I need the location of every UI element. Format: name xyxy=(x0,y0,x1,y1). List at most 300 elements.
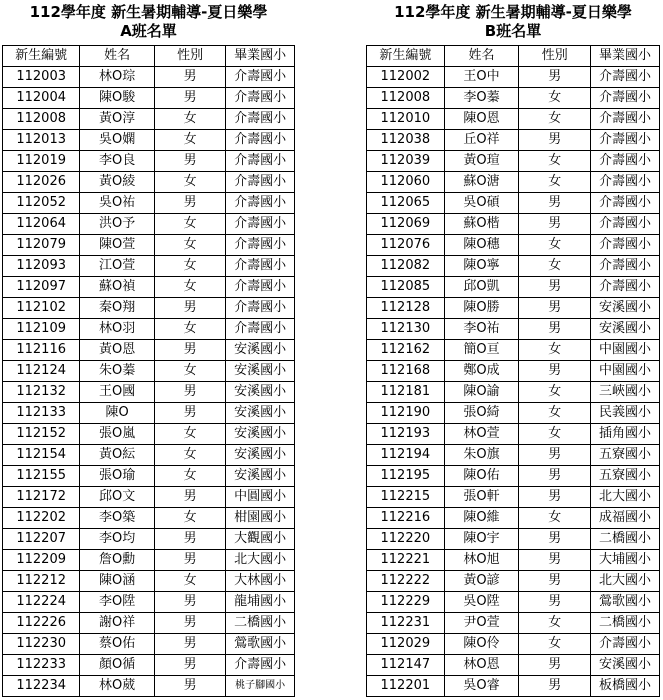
student-id-cell: 112082 xyxy=(367,256,445,277)
gender-cell: 女 xyxy=(154,109,226,130)
gender-cell: 男 xyxy=(154,592,226,613)
student-id-cell: 112026 xyxy=(3,172,80,193)
student-name-cell: 顏O循 xyxy=(80,655,154,676)
table-row xyxy=(367,277,660,298)
school-cell: 介壽國小 xyxy=(226,130,295,151)
student-name-cell: 張O綺 xyxy=(444,403,519,424)
student-name-cell: 陳O xyxy=(80,403,154,424)
gender-cell: 女 xyxy=(519,256,591,277)
student-name-cell: 尹O萱 xyxy=(444,613,519,634)
school-cell: 安溪國小 xyxy=(226,403,295,424)
student-id-cell: 112130 xyxy=(367,319,445,340)
student-name-cell: 吳O碩 xyxy=(444,193,519,214)
table-row xyxy=(367,487,660,508)
table-row xyxy=(3,592,295,613)
student-id-cell: 112065 xyxy=(367,193,445,214)
column-header-gender: 性別 xyxy=(154,46,226,67)
student-name-cell: 王O國 xyxy=(80,382,154,403)
table-row xyxy=(367,403,660,424)
gender-cell: 男 xyxy=(154,67,226,88)
student-name-cell: 邱O文 xyxy=(80,487,154,508)
school-cell: 成福國小 xyxy=(591,508,660,529)
student-name-cell: 李O蓁 xyxy=(444,88,519,109)
table-row xyxy=(3,571,295,592)
student-name-cell: 朱O蓁 xyxy=(80,361,154,382)
school-cell: 安溪國小 xyxy=(226,445,295,466)
gender-cell: 男 xyxy=(154,88,226,109)
gender-cell: 男 xyxy=(154,487,226,508)
student-id-cell: 112230 xyxy=(3,634,80,655)
school-cell: 介壽國小 xyxy=(591,67,660,88)
student-id-cell: 112168 xyxy=(367,361,445,382)
school-cell: 桃子腳國小 xyxy=(226,676,295,697)
student-name-cell: 李O陞 xyxy=(80,592,154,613)
table-row xyxy=(3,109,295,130)
school-cell: 介壽國小 xyxy=(226,319,295,340)
student-name-cell: 陳O恩 xyxy=(444,109,519,130)
student-name-cell: 李O祐 xyxy=(444,319,519,340)
school-cell: 大林國小 xyxy=(226,571,295,592)
table-row xyxy=(367,319,660,340)
gender-cell: 女 xyxy=(154,256,226,277)
table-row xyxy=(367,130,660,151)
student-id-cell: 112038 xyxy=(367,130,445,151)
gender-cell: 男 xyxy=(519,214,591,235)
student-id-cell: 112216 xyxy=(367,508,445,529)
table-row xyxy=(367,508,660,529)
student-name-cell: 黃O淳 xyxy=(80,109,154,130)
table-header-row xyxy=(367,46,660,67)
student-name-cell: 陳O寧 xyxy=(444,256,519,277)
school-cell: 介壽國小 xyxy=(591,277,660,298)
student-name-cell: 吳O睿 xyxy=(444,676,519,697)
school-cell: 介壽國小 xyxy=(226,172,295,193)
student-name-cell: 林O旭 xyxy=(444,550,519,571)
student-name-cell: 陳O萱 xyxy=(80,235,154,256)
student-name-cell: 黃O綾 xyxy=(80,172,154,193)
student-id-cell: 112229 xyxy=(367,592,445,613)
class-b-header: 112學年度 新生暑期輔導-夏日樂學 xyxy=(394,3,632,21)
table-row xyxy=(367,571,660,592)
table-row xyxy=(3,361,295,382)
table-row xyxy=(367,151,660,172)
table-row xyxy=(367,382,660,403)
class-b-rows xyxy=(367,67,660,697)
class-a-table xyxy=(2,45,295,697)
student-name-cell: 詹O勳 xyxy=(80,550,154,571)
school-cell: 介壽國小 xyxy=(226,151,295,172)
student-id-cell: 112190 xyxy=(367,403,445,424)
school-cell: 介壽國小 xyxy=(591,130,660,151)
student-id-cell: 112097 xyxy=(3,277,80,298)
school-cell: 北大國小 xyxy=(226,550,295,571)
student-name-cell: 林O萱 xyxy=(444,424,519,445)
gender-cell: 男 xyxy=(154,529,226,550)
table-row xyxy=(3,67,295,88)
school-cell: 安溪國小 xyxy=(226,424,295,445)
school-cell: 柑園國小 xyxy=(226,508,295,529)
school-cell: 介壽國小 xyxy=(591,172,660,193)
student-id-cell: 112052 xyxy=(3,193,80,214)
school-cell: 鶯歌國小 xyxy=(591,592,660,613)
table-row xyxy=(3,151,295,172)
student-name-cell: 邱O凱 xyxy=(444,277,519,298)
school-cell: 北大國小 xyxy=(591,571,660,592)
school-cell: 介壽國小 xyxy=(591,634,660,655)
table-row xyxy=(367,424,660,445)
student-name-cell: 林O葳 xyxy=(80,676,154,697)
gender-cell: 女 xyxy=(519,613,591,634)
school-cell: 介壽國小 xyxy=(591,151,660,172)
table-row xyxy=(367,550,660,571)
gender-cell: 男 xyxy=(519,319,591,340)
gender-cell: 男 xyxy=(519,193,591,214)
table-row xyxy=(3,298,295,319)
class-b-title: B班名單 xyxy=(484,22,542,40)
gender-cell: 男 xyxy=(154,382,226,403)
table-row xyxy=(367,193,660,214)
student-name-cell: 朱O旗 xyxy=(444,445,519,466)
gender-cell: 女 xyxy=(519,235,591,256)
school-cell: 介壽國小 xyxy=(226,109,295,130)
table-row xyxy=(3,88,295,109)
student-id-cell: 112002 xyxy=(367,67,445,88)
gender-cell: 男 xyxy=(519,676,591,697)
school-cell: 介壽國小 xyxy=(226,67,295,88)
gender-cell: 女 xyxy=(519,151,591,172)
gender-cell: 女 xyxy=(519,424,591,445)
student-id-cell: 112060 xyxy=(367,172,445,193)
table-row xyxy=(3,277,295,298)
school-cell: 介壽國小 xyxy=(226,214,295,235)
student-id-cell: 112201 xyxy=(367,676,445,697)
gender-cell: 女 xyxy=(154,424,226,445)
student-id-cell: 112172 xyxy=(3,487,80,508)
gender-cell: 男 xyxy=(154,634,226,655)
student-id-cell: 112220 xyxy=(367,529,445,550)
school-cell: 安溪國小 xyxy=(226,382,295,403)
student-id-cell: 112147 xyxy=(367,655,445,676)
student-id-cell: 112209 xyxy=(3,550,80,571)
school-cell: 龍埔國小 xyxy=(226,592,295,613)
table-row xyxy=(367,361,660,382)
student-id-cell: 112215 xyxy=(367,487,445,508)
student-name-cell: 吳O陞 xyxy=(444,592,519,613)
school-cell: 安溪國小 xyxy=(226,361,295,382)
gender-cell: 女 xyxy=(154,361,226,382)
student-name-cell: 黃O恩 xyxy=(80,340,154,361)
school-cell: 大觀國小 xyxy=(226,529,295,550)
class-b-panel xyxy=(366,3,660,697)
gender-cell: 男 xyxy=(519,592,591,613)
gender-cell: 男 xyxy=(519,466,591,487)
table-row xyxy=(367,340,660,361)
student-id-cell: 112102 xyxy=(3,298,80,319)
school-cell: 安溪國小 xyxy=(226,466,295,487)
table-row xyxy=(367,172,660,193)
column-header-name: 姓名 xyxy=(80,46,154,67)
school-cell: 二橋國小 xyxy=(591,529,660,550)
student-name-cell: 陳O勝 xyxy=(444,298,519,319)
table-row xyxy=(3,235,295,256)
table-row xyxy=(367,676,660,697)
column-header-school: 畢業國小 xyxy=(591,46,660,67)
student-name-cell: 秦O翔 xyxy=(80,298,154,319)
student-id-cell: 112233 xyxy=(3,655,80,676)
student-id-cell: 112064 xyxy=(3,214,80,235)
student-name-cell: 黃O瑄 xyxy=(444,151,519,172)
student-id-cell: 112195 xyxy=(367,466,445,487)
student-id-cell: 112076 xyxy=(367,235,445,256)
student-id-cell: 112008 xyxy=(367,88,445,109)
student-id-cell: 112109 xyxy=(3,319,80,340)
gender-cell: 男 xyxy=(154,655,226,676)
student-name-cell: 陳O穗 xyxy=(444,235,519,256)
gender-cell: 女 xyxy=(154,466,226,487)
gender-cell: 男 xyxy=(519,130,591,151)
student-name-cell: 丘O祥 xyxy=(444,130,519,151)
school-cell: 安溪國小 xyxy=(226,340,295,361)
table-row xyxy=(3,319,295,340)
class-a-panel xyxy=(2,3,295,697)
student-name-cell: 林O琮 xyxy=(80,67,154,88)
gender-cell: 女 xyxy=(154,319,226,340)
school-cell: 介壽國小 xyxy=(226,298,295,319)
class-a-title: A班名單 xyxy=(120,22,177,40)
school-cell: 五寮國小 xyxy=(591,445,660,466)
student-id-cell: 112224 xyxy=(3,592,80,613)
table-row xyxy=(3,214,295,235)
table-row xyxy=(367,592,660,613)
table-row xyxy=(367,655,660,676)
student-name-cell: 張O瑜 xyxy=(80,466,154,487)
school-cell: 介壽國小 xyxy=(226,235,295,256)
student-id-cell: 112212 xyxy=(3,571,80,592)
table-row xyxy=(367,298,660,319)
gender-cell: 女 xyxy=(519,340,591,361)
class-a-rows xyxy=(3,67,295,697)
student-name-cell: 蘇O禎 xyxy=(80,277,154,298)
student-id-cell: 112221 xyxy=(367,550,445,571)
student-name-cell: 陳O涵 xyxy=(80,571,154,592)
student-id-cell: 112019 xyxy=(3,151,80,172)
student-name-cell: 林O羽 xyxy=(80,319,154,340)
student-id-cell: 112128 xyxy=(367,298,445,319)
student-id-cell: 112116 xyxy=(3,340,80,361)
gender-cell: 女 xyxy=(519,382,591,403)
gender-cell: 男 xyxy=(154,676,226,697)
school-cell: 五寮國小 xyxy=(591,466,660,487)
table-row xyxy=(3,445,295,466)
gender-cell: 男 xyxy=(154,298,226,319)
school-cell: 大埔國小 xyxy=(591,550,660,571)
gender-cell: 男 xyxy=(154,403,226,424)
column-header-name: 姓名 xyxy=(444,46,519,67)
school-cell: 二橋國小 xyxy=(591,613,660,634)
gender-cell: 男 xyxy=(519,298,591,319)
student-id-cell: 112162 xyxy=(367,340,445,361)
student-id-cell: 112008 xyxy=(3,109,80,130)
school-cell: 介壽國小 xyxy=(591,214,660,235)
table-row xyxy=(3,256,295,277)
table-row xyxy=(367,613,660,634)
school-cell: 介壽國小 xyxy=(591,235,660,256)
student-id-cell: 112132 xyxy=(3,382,80,403)
student-name-cell: 謝O祥 xyxy=(80,613,154,634)
column-header-id: 新生編號 xyxy=(3,46,80,67)
student-id-cell: 112207 xyxy=(3,529,80,550)
table-row xyxy=(3,550,295,571)
school-cell: 安溪國小 xyxy=(591,319,660,340)
school-cell: 插角國小 xyxy=(591,424,660,445)
student-name-cell: 黃O諺 xyxy=(444,571,519,592)
gender-cell: 男 xyxy=(154,340,226,361)
student-id-cell: 112194 xyxy=(367,445,445,466)
gender-cell: 男 xyxy=(519,655,591,676)
table-row xyxy=(3,634,295,655)
school-cell: 三峽國小 xyxy=(591,382,660,403)
table-row xyxy=(3,424,295,445)
gender-cell: 女 xyxy=(154,508,226,529)
gender-cell: 女 xyxy=(154,445,226,466)
gender-cell: 男 xyxy=(154,193,226,214)
school-cell: 板橋國小 xyxy=(591,676,660,697)
gender-cell: 女 xyxy=(154,571,226,592)
student-id-cell: 112231 xyxy=(367,613,445,634)
student-name-cell: 蘇O溏 xyxy=(444,172,519,193)
table-row xyxy=(3,172,295,193)
student-name-cell: 吳O祐 xyxy=(80,193,154,214)
gender-cell: 女 xyxy=(154,235,226,256)
student-id-cell: 112039 xyxy=(367,151,445,172)
school-cell: 鶯歌國小 xyxy=(226,634,295,655)
student-id-cell: 112093 xyxy=(3,256,80,277)
student-id-cell: 112124 xyxy=(3,361,80,382)
table-row xyxy=(367,109,660,130)
gender-cell: 男 xyxy=(519,529,591,550)
table-row xyxy=(367,256,660,277)
student-name-cell: 簡O亘 xyxy=(444,340,519,361)
table-row xyxy=(3,193,295,214)
student-id-cell: 112154 xyxy=(3,445,80,466)
student-id-cell: 112222 xyxy=(367,571,445,592)
gender-cell: 女 xyxy=(519,634,591,655)
gender-cell: 女 xyxy=(154,214,226,235)
school-cell: 安溪國小 xyxy=(591,655,660,676)
student-name-cell: 陳O駿 xyxy=(80,88,154,109)
student-name-cell: 王O中 xyxy=(444,67,519,88)
gender-cell: 男 xyxy=(519,67,591,88)
student-id-cell: 112202 xyxy=(3,508,80,529)
gender-cell: 男 xyxy=(154,613,226,634)
table-row xyxy=(3,130,295,151)
student-name-cell: 林O恩 xyxy=(444,655,519,676)
school-cell: 中園國小 xyxy=(591,361,660,382)
table-row xyxy=(367,67,660,88)
gender-cell: 男 xyxy=(519,445,591,466)
table-row xyxy=(367,634,660,655)
student-name-cell: 陳O諭 xyxy=(444,382,519,403)
gender-cell: 男 xyxy=(519,487,591,508)
table-header-row xyxy=(3,46,295,67)
gender-cell: 女 xyxy=(519,508,591,529)
table-row xyxy=(367,529,660,550)
table-row xyxy=(3,613,295,634)
school-cell: 介壽國小 xyxy=(591,193,660,214)
school-cell: 介壽國小 xyxy=(226,655,295,676)
student-name-cell: 陳O伶 xyxy=(444,634,519,655)
school-cell: 介壽國小 xyxy=(226,193,295,214)
class-a-header: 112學年度 新生暑期輔導-夏日樂學 xyxy=(29,3,268,21)
school-cell: 中園國小 xyxy=(591,340,660,361)
student-name-cell: 江O萱 xyxy=(80,256,154,277)
student-name-cell: 蘇O楷 xyxy=(444,214,519,235)
table-row xyxy=(367,235,660,256)
student-id-cell: 112193 xyxy=(367,424,445,445)
school-cell: 安溪國小 xyxy=(591,298,660,319)
gender-cell: 男 xyxy=(519,550,591,571)
student-name-cell: 陳O維 xyxy=(444,508,519,529)
table-row xyxy=(3,340,295,361)
student-name-cell: 洪O予 xyxy=(80,214,154,235)
student-id-cell: 112155 xyxy=(3,466,80,487)
table-row xyxy=(3,655,295,676)
table-row xyxy=(367,445,660,466)
school-cell: 介壽國小 xyxy=(226,88,295,109)
gender-cell: 女 xyxy=(154,277,226,298)
table-row xyxy=(3,508,295,529)
table-row xyxy=(3,382,295,403)
student-id-cell: 112226 xyxy=(3,613,80,634)
student-id-cell: 112234 xyxy=(3,676,80,697)
gender-cell: 女 xyxy=(519,172,591,193)
student-name-cell: 張O軒 xyxy=(444,487,519,508)
student-name-cell: 張O嵐 xyxy=(80,424,154,445)
table-row xyxy=(3,403,295,424)
table-row xyxy=(3,487,295,508)
table-row xyxy=(367,214,660,235)
table-row xyxy=(3,529,295,550)
gender-cell: 女 xyxy=(519,109,591,130)
student-name-cell: 吳O嫻 xyxy=(80,130,154,151)
gender-cell: 男 xyxy=(519,277,591,298)
school-cell: 二橋國小 xyxy=(226,613,295,634)
student-id-cell: 112152 xyxy=(3,424,80,445)
student-id-cell: 112079 xyxy=(3,235,80,256)
school-cell: 介壽國小 xyxy=(591,88,660,109)
class-b-table xyxy=(366,45,660,697)
table-row xyxy=(3,676,295,697)
gender-cell: 男 xyxy=(519,361,591,382)
gender-cell: 女 xyxy=(154,130,226,151)
gender-cell: 男 xyxy=(154,550,226,571)
student-id-cell: 112003 xyxy=(3,67,80,88)
student-id-cell: 112069 xyxy=(367,214,445,235)
student-id-cell: 112133 xyxy=(3,403,80,424)
student-id-cell: 112029 xyxy=(367,634,445,655)
student-id-cell: 112085 xyxy=(367,277,445,298)
school-cell: 介壽國小 xyxy=(591,109,660,130)
table-row xyxy=(367,88,660,109)
gender-cell: 女 xyxy=(154,172,226,193)
school-cell: 中圓國小 xyxy=(226,487,295,508)
school-cell: 介壽國小 xyxy=(226,277,295,298)
column-header-school: 畢業國小 xyxy=(226,46,295,67)
school-cell: 介壽國小 xyxy=(226,256,295,277)
school-cell: 北大國小 xyxy=(591,487,660,508)
student-name-cell: 陳O佑 xyxy=(444,466,519,487)
student-name-cell: 黃O紜 xyxy=(80,445,154,466)
